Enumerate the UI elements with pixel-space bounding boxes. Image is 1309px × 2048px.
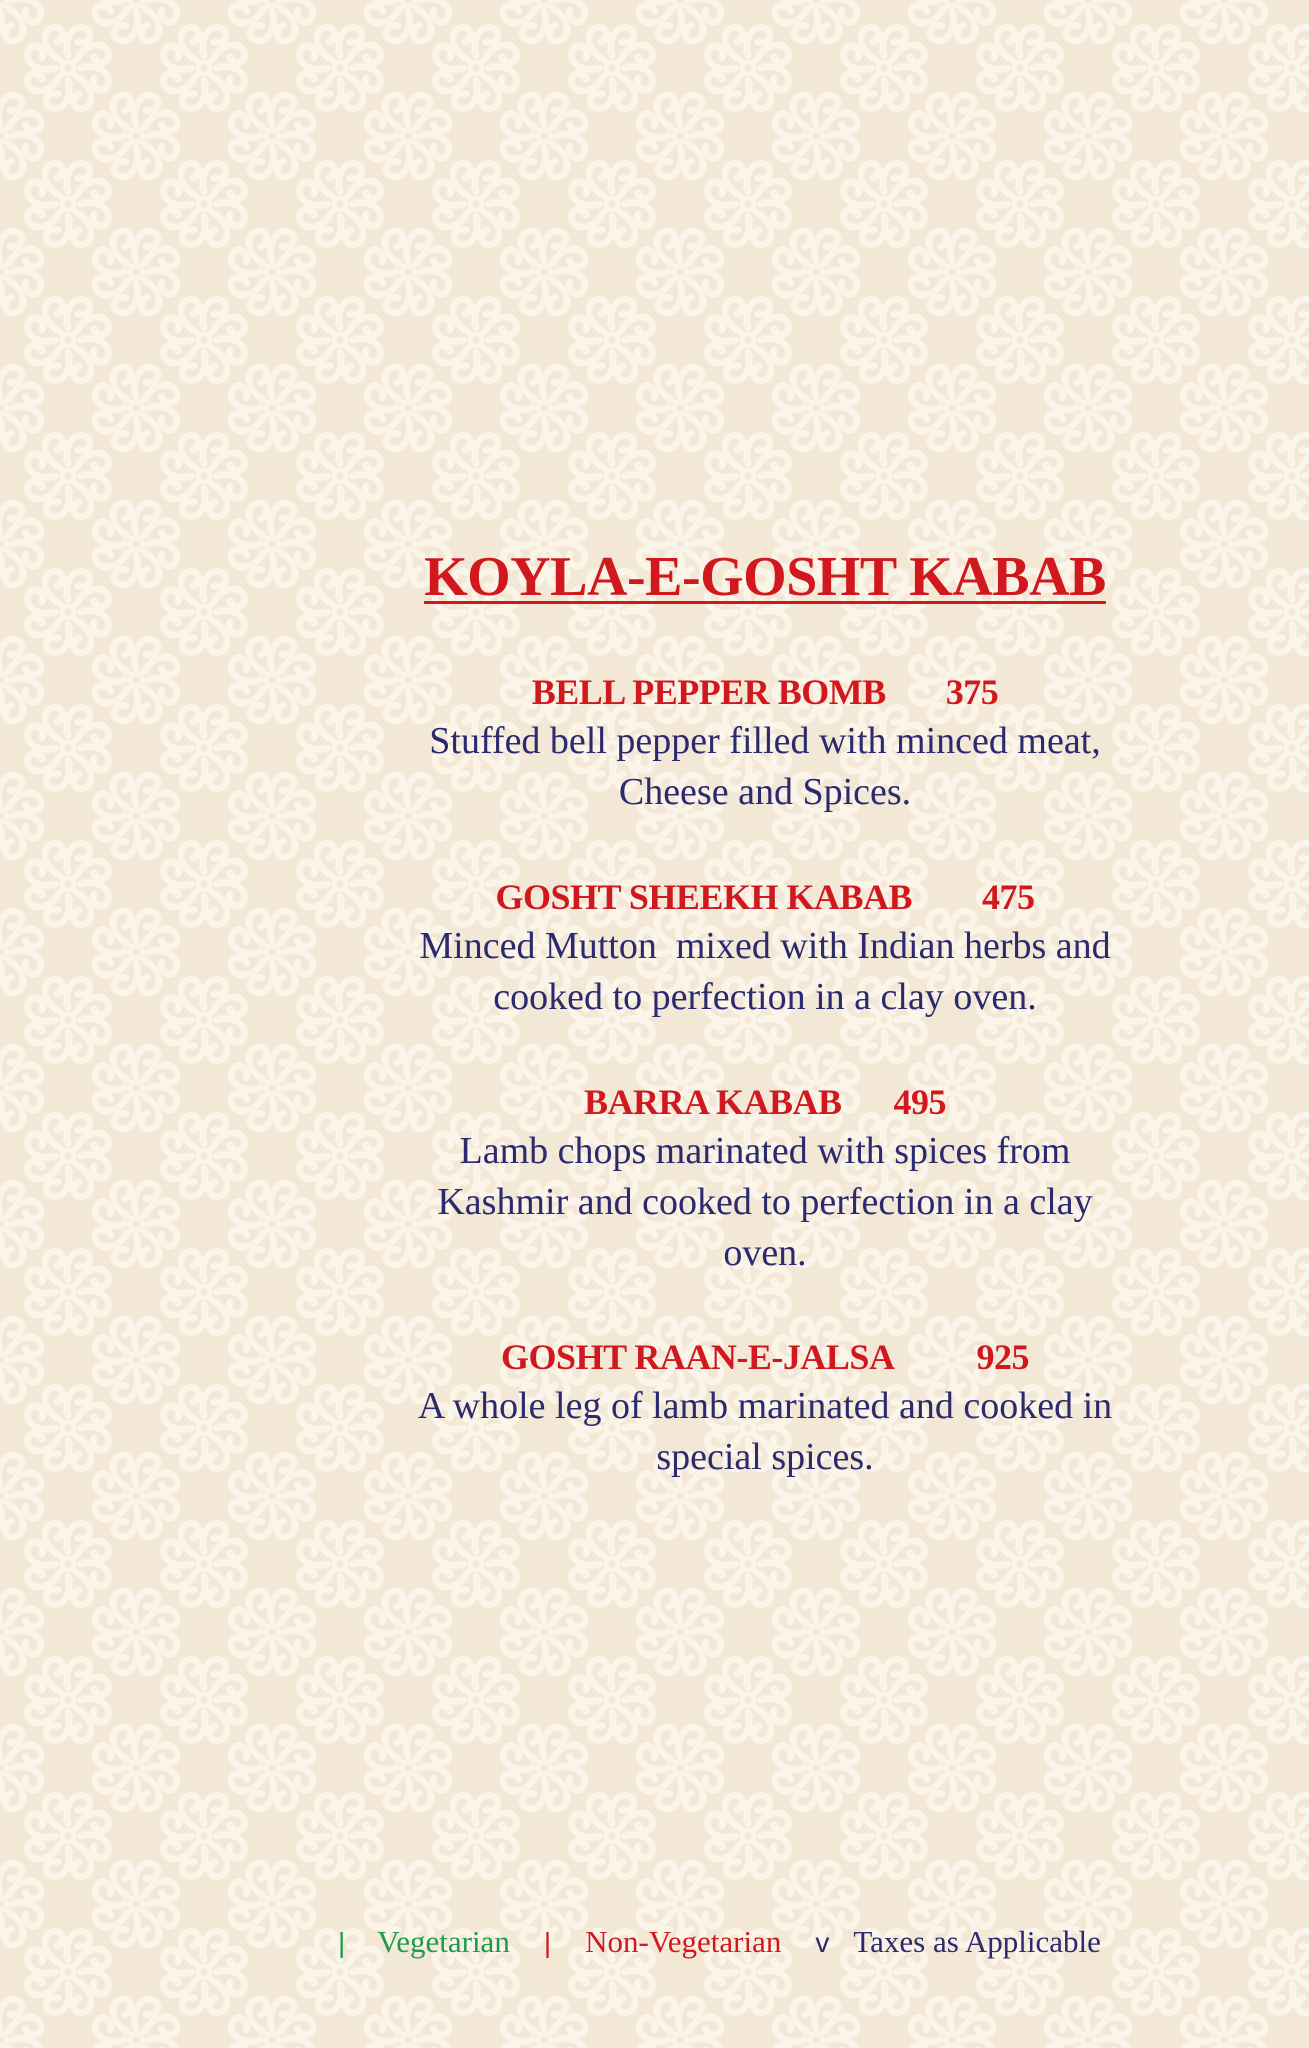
description-line: special spices. [656,1436,874,1478]
menu-item-header [360,1078,1170,1126]
menu-item-description [360,1126,1170,1279]
description-line: Kashmir and cooked to perfection in a clay [437,1181,1093,1223]
menu-item-header [360,1333,1170,1381]
menu-item-price: 495 [893,1082,947,1122]
menu-item-name: BARRA KABAB [583,1082,842,1122]
menu-item-price: 925 [976,1337,1029,1377]
menu-item-gosht-sheekh-kabab [360,873,1170,1023]
vegetarian-label: Vegetarian [377,1924,510,1959]
menu-item-description [360,1381,1170,1483]
menu-item-price: 475 [981,877,1035,917]
description-line: A whole leg of lamb marinated and cooked in [417,1385,1113,1427]
menu-item-bell-pepper-bomb [360,668,1170,818]
menu-legend [338,1920,1101,1964]
menu-item-name: GOSHT SHEEKH KABAB [495,877,912,917]
menu-section-title: KOYLA-E-GOSHT KABAB [424,546,1106,608]
description-line: oven. [723,1232,807,1274]
menu-item-description [360,921,1170,1023]
menu-item-header [360,873,1170,921]
menu-item-gosht-raan-e-jalsa [360,1333,1170,1483]
vegetarian-mark-icon: | [338,1927,346,1958]
description-line: cooked to perfection in a clay oven. [493,976,1037,1018]
non-vegetarian-label: Non-Vegetarian [585,1924,782,1959]
menu-item-header [360,668,1170,716]
menu-item-description [360,716,1170,818]
description-line: Lamb chops marinated with spices from [459,1130,1071,1172]
menu-item-name: BELL PEPPER BOMB [531,672,886,712]
menu-item-price: 375 [945,672,999,712]
description-line: Stuffed bell pepper filled with minced meat, [429,720,1101,762]
menu-item-name: GOSHT RAAN-E-JALSA [501,1337,895,1377]
description-line: Minced Mutton mixed with Indian herbs and [419,925,1111,967]
taxes-label: Taxes as Applicable [853,1924,1101,1959]
description-line: Cheese and Spices. [618,771,912,813]
taxes-mark-icon: v [815,1927,830,1958]
non-vegetarian-mark-icon: | [543,1927,552,1958]
menu-item-barra-kabab [360,1078,1170,1279]
